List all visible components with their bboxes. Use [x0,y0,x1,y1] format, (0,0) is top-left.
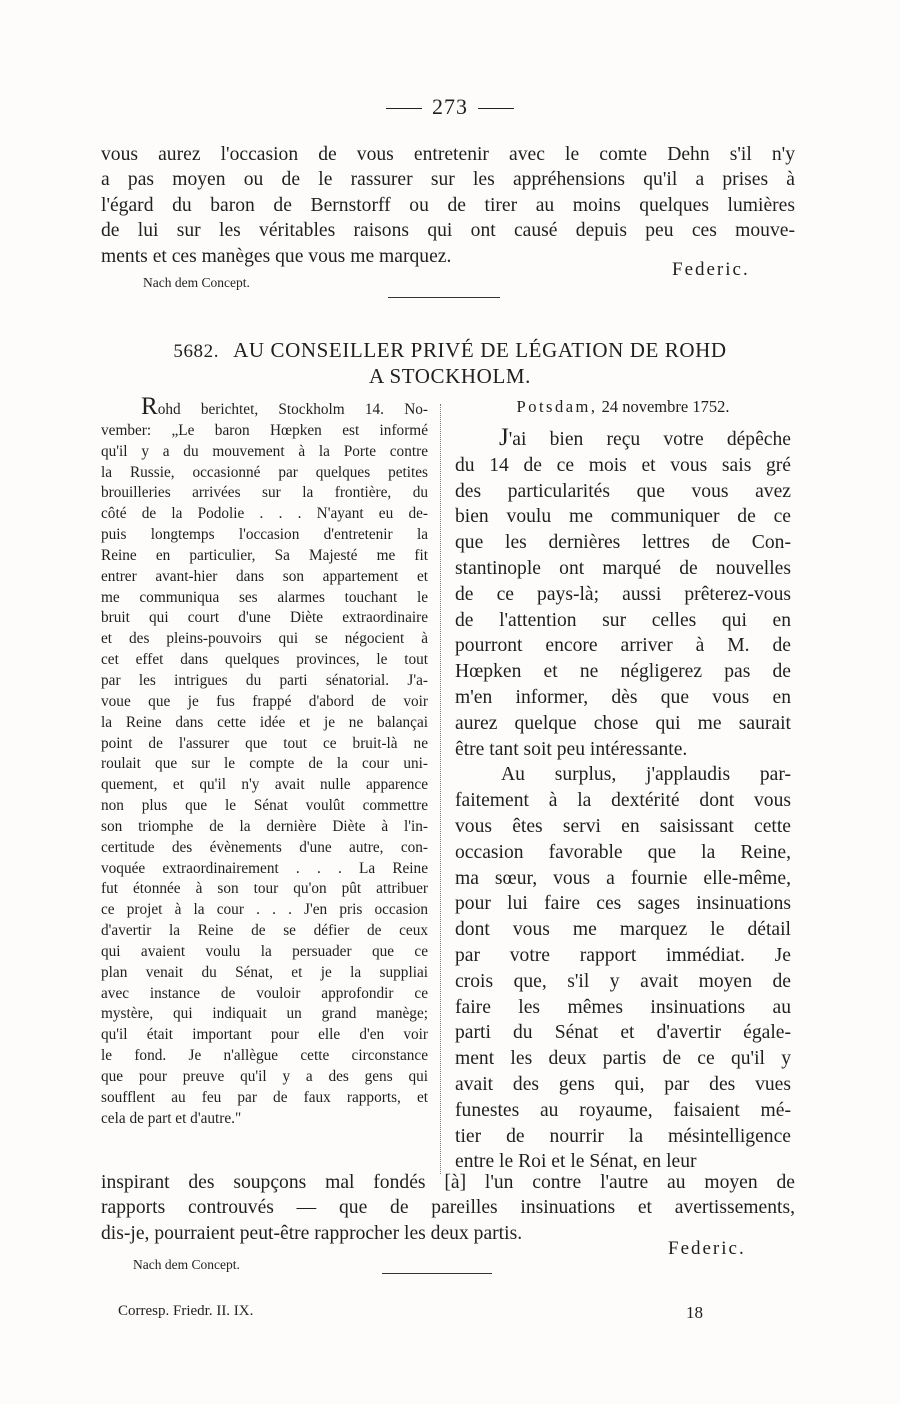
summary-line: certitude des évènements d'une autre, con- [101,838,428,856]
summary-line: voue que je fus frappé d'abord de voir [101,692,428,710]
intro-line: l'égard du baron de Bernstorff ou de tirer au moins quelques lumières [101,194,795,216]
body-line: faire les mêmes insinuations au [455,996,791,1018]
summary-line: brouilleries arrivées sur la frontière, du [101,484,428,502]
body-line: Au surplus, j'applaudis par- [501,764,791,786]
summary-line: puis longtemps l'occasion d'entretenir la [101,526,428,544]
body-line: être tant soit peu intéressante. [455,738,688,760]
summary-line: côté de la Podolie . . . N'ayant eu de- [101,505,428,523]
intro-line: de lui sur les véritables raisons qui ont causé depuis peu ces mouve- [101,220,795,242]
summary-line: fut étonnée à son tour qu'on pût attribuer [101,880,428,898]
report-summary-column [101,393,428,1130]
body-line: que les dernières lettres de Con- [455,532,791,554]
body-line: aurez quelque chose qui me saurait [455,712,791,734]
summary-line: que pour preuve qu'il y a des gens qui [101,1068,428,1085]
body-line: de l'attention sur celles qui en [455,609,791,631]
section-rule [388,297,500,298]
initial-letter: J [499,424,509,451]
body-line: des particularités que vous avez [455,480,791,502]
body-line: occasion favorable que la Reine, [455,841,791,863]
end-rule [382,1273,492,1274]
body-line: funestes au royaume, faisaient mé- [455,1099,791,1121]
summary-line: Reine en particulier, Sa Majesté me fit [101,546,428,564]
footer-sheet-number: 18 [686,1303,703,1322]
letter-body-column [455,425,791,1175]
letter-number: 5682. [173,341,220,362]
letter-title-line1: AU CONSEILLER PRIVÉ DE LÉGATION DE ROHD [233,338,727,362]
intro-signature: Federic. [672,259,750,280]
summary-line: son triomphe de la dernière Diète à l'in- [101,817,428,835]
summary-line: cela de part et d'autre." [101,1109,242,1127]
summary-line: roulait que sur le compte de la cour uni- [101,755,428,773]
closing-line: inspirant des soupçons mal fondés [à] l'un contre l'autre au moyen de [101,1172,795,1193]
initial-letter: R [141,393,158,420]
body-line: ment les deux partis de ce qu'il y [455,1048,791,1070]
summary-line: me communiqua ses alarmes touchant le [101,588,428,606]
summary-line: vember: „Le baron Hœpken est informé [101,421,428,439]
letter-heading [100,338,800,388]
body-line: bien voulu me communiquer de ce [455,506,791,528]
closing-line: rapports controuvés — que de pareilles insinuations et avertissements, [101,1197,795,1219]
body-line: parti du Sénat et d'avertir égale- [455,1022,791,1044]
intro-source-note: Nach dem Concept. [143,275,250,290]
body-line: tier de nourrir la mésintelligence [455,1125,791,1147]
letter-closing-paragraph [101,1170,795,1246]
body-line: m'en informer, dès que vous en [455,686,791,708]
summary-line: mystère, qui indiquait un grand manège; [101,1005,428,1023]
body-line: du 14 de ce mois et vous sais gré [455,454,791,476]
body-line: pour lui faire ces sages insinuations [455,893,791,915]
summary-line: la Reine dans cette idée et je ne balançai [101,713,428,731]
intro-line: vous aurez l'occasion de vous entretenir avec le comte Dehn s'il n'y [101,144,795,165]
summary-line: et des pleins-pouvoirs qui se négocient à [101,630,428,648]
body-line: par votre rapport immédiat. Je [455,944,791,966]
summary-line: ce projet à la cour . . . J'en pris occasion [101,901,428,919]
body-line: Hœpken et ne négligerez pas de [455,661,791,683]
body-line: entre le Roi et le Sénat, en leur [455,1151,697,1173]
summary-line: non plus que le Sénat voulût commettre [101,797,428,815]
body-line: vous êtes servi en saisissant cette [455,815,791,837]
body-line: stantinople ont marqué de nouvelles [455,557,791,579]
body-line [455,425,791,453]
text-line-rest: ohd berichtet, Stockholm 14. No- [157,401,428,418]
intro-paragraph [101,142,795,269]
letter-signature: Federic. [668,1238,746,1259]
footer-citation: Corresp. Friedr. II. IX. [118,1303,254,1319]
body-line: crois que, s'il y avait moyen de [455,970,791,992]
summary-line: plan venait du Sénat, et je la suppliai [101,963,428,981]
closing-line: dis-je, pourraient peut-être rapprocher les deux partis. [101,1222,523,1244]
summary-line: cet effet dans quelques provinces, le tout [101,651,428,669]
body-line: dont vous me marquez le détail [455,919,791,941]
summary-line: la Russie, occasionné par quelques petites [101,463,428,481]
letter-title-line2: A STOCKHOLM. [368,364,531,388]
summary-line: soufflent au feu par de faux rapports, et [101,1088,428,1106]
summary-line: le fond. Je n'allègue cette circonstance [101,1047,428,1065]
summary-line: qu'il y a du mouvement à la Porte contre [101,442,428,460]
summary-line: voquée extraordinairement . . . La Reine [101,859,428,877]
letter-source-note: Nach dem Concept. [133,1257,240,1272]
summary-line: qu'il était important pour elle d'en voir [101,1026,428,1044]
body-line: ma sœur, vous a fournie elle-même, [455,867,791,889]
body-line: avait des gens qui, par des vues [455,1073,791,1095]
summary-line: d'avertir la Reine de se défier de ceux [101,922,428,940]
summary-line: entrer avant-hier dans son appartement et [101,567,428,585]
summary-line: qui avaient voulu la persuader que ce [101,942,428,960]
summary-line: bruit qui court d'une Diète extraordinaire [101,609,428,627]
intro-line: ments et ces manèges que vous me marquez. [101,245,452,267]
body-line: faitement à la dextérité dont vous [455,790,791,812]
summary-line [101,393,428,421]
summary-line: avec instance de vouloir approfondir ce [101,984,428,1002]
text-line-rest: 'ai bien reçu votre dépêche [508,429,791,450]
dateline: Potsdam, 24 novembre 1752. [516,397,730,416]
summary-line: par les intrigues du parti sénatorial. J'a- [101,671,428,689]
body-line: de ce pays-là; aussi prêterez-vous [455,583,791,605]
page-number: 273 [0,94,900,120]
body-line: pourront encore arriver à M. de [455,635,791,657]
summary-line: point de l'assurer que tout ce bruit-là ne [101,734,428,752]
column-divider [440,404,441,1174]
intro-line: a pas moyen ou de le rassurer sur les appréhensions qu'il a prises à [101,169,795,191]
summary-line: quement, et qu'il n'y avait nulle apparence [101,776,428,794]
